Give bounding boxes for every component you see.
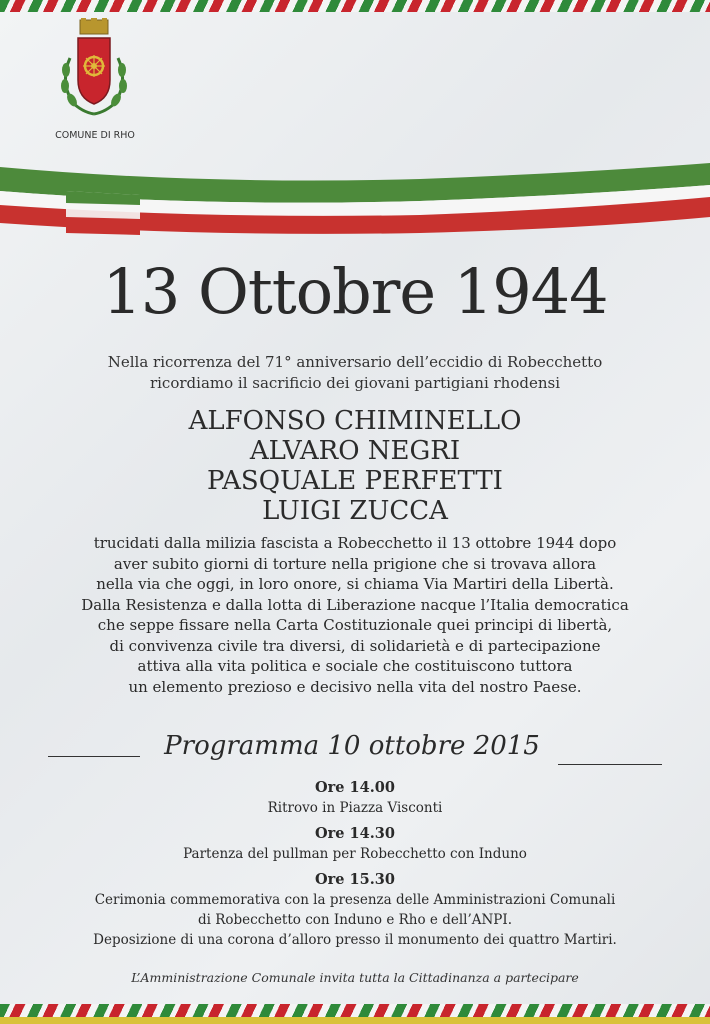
- bottom-edge: [0, 1017, 710, 1024]
- partisan-name: PASQUALE PERFETTI: [207, 466, 503, 496]
- partisan-names: [40, 406, 670, 526]
- program-schedule: [40, 778, 670, 956]
- schedule-item: [40, 778, 670, 818]
- heading-rule-right: [558, 764, 662, 765]
- partisan-name: ALFONSO CHIMINELLO: [188, 406, 522, 436]
- commemoration-body: [30, 533, 680, 697]
- schedule-description: Ritrovo in Piazza Visconti: [267, 800, 443, 816]
- schedule-description: Partenza del pullman per Robecchetto con Induno: [183, 846, 527, 862]
- intro-text: [40, 352, 670, 394]
- schedule-time: Ore 15.30: [315, 871, 395, 888]
- body-line: nella via che oggi, in loro onore, si chiama Via Martiri della Libertà.: [96, 575, 614, 593]
- schedule-description: di Robecchetto con Induno e Rho e dell’ANPI.: [197, 912, 513, 928]
- body-line: trucidati dalla milizia fascista a Robecchetto il 13 ottobre 1944 dopo: [93, 534, 617, 552]
- tricolor-ribbon: [0, 155, 710, 240]
- schedule-time: Ore 14.30: [315, 825, 395, 842]
- body-line: che seppe fissare nella Carta Costituzionale quei principi di libertà,: [97, 616, 613, 634]
- schedule-description: Cerimonia commemorativa con la presenza delle Amministrazioni Comunali: [94, 892, 616, 908]
- intro-line: Nella ricorrenza del 71° anniversario dell’eccidio di Robecchetto: [107, 353, 603, 371]
- program-heading: [48, 724, 662, 770]
- invitation-text: L’Amministrazione Comunale invita tutta la Cittadinanza a partecipare: [131, 970, 579, 985]
- partisan-name: ALVARO NEGRI: [249, 436, 461, 466]
- partisan-name: LUIGI ZUCCA: [262, 496, 448, 526]
- municipality-label: COMUNE DI RHO: [55, 130, 135, 141]
- body-line: di convivenza civile tra diversi, di solidarietà e di partecipazione: [109, 636, 601, 655]
- body-line: attiva alla vita politica e sociale che costituiscono tuttora: [137, 657, 573, 675]
- schedule-item: [40, 824, 670, 864]
- body-line: Dalla Resistenza e dalla lotta di Liberazione nacque l’Italia democratica: [81, 595, 629, 614]
- schedule-description: Deposizione di una corona d’alloro presso il monumento dei quattro Martiri.: [93, 932, 617, 948]
- program-heading-label: Programma 10 ottobre 2015: [164, 731, 540, 761]
- tricolor-top-border: [0, 0, 710, 12]
- intro-line: ricordiamo il sacrificio dei giovani partigiani rhodensi: [149, 374, 561, 392]
- body-line: un elemento prezioso e decisivo nella vita del nostro Paese.: [128, 677, 582, 696]
- schedule-time: Ore 14.00: [315, 779, 395, 796]
- page-title: 13 Ottobre 1944: [102, 255, 608, 328]
- body-line: aver subito giorni di torture nella prigione che si trovava allora: [113, 554, 597, 573]
- schedule-item: [40, 870, 670, 950]
- heading-rule-left: [48, 756, 140, 757]
- comune-di-rho-crest-icon: [52, 18, 136, 126]
